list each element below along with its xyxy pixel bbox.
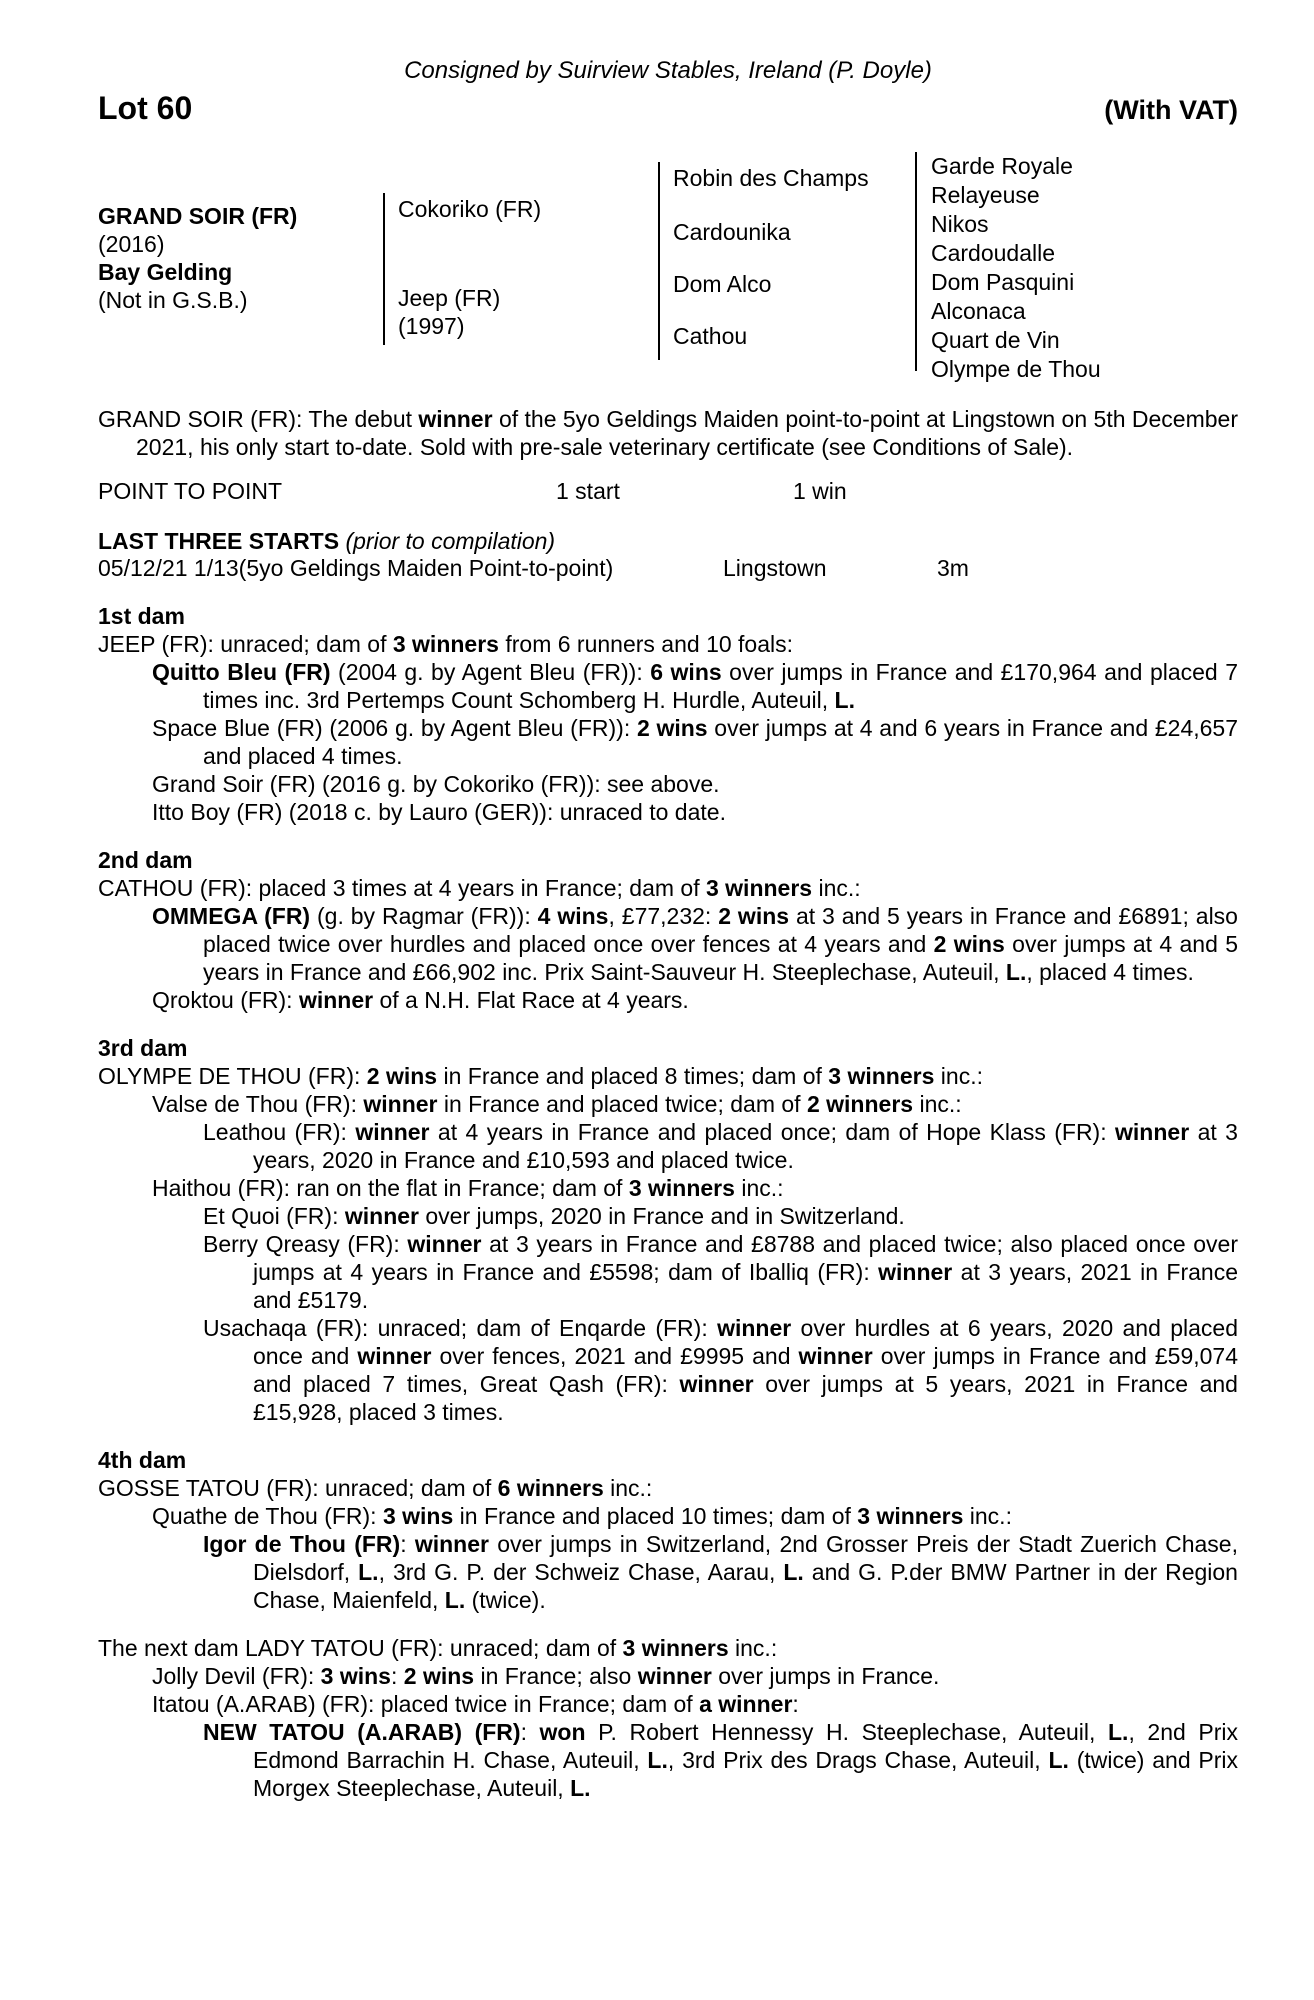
dam-section [98,846,1238,1014]
sire-name: Cokoriko (FR) [398,196,542,222]
subject-line: GRAND SOIR (FR) [98,203,298,229]
great-grandparent-name: Dom Pasquini [931,269,1075,295]
grandparent-name: Cathou [673,323,748,349]
race-row [98,555,1238,582]
subject-line: Bay Gelding [98,259,233,285]
consignor-line: Consigned by Suirview Stables, Ireland (P. Doyle) [404,57,932,84]
grandparent-name: Cardounika [673,219,791,245]
dam-entry [398,284,658,340]
pedigree-paragraph: Jolly Devil (FR): 3 wins: 2 wins in France; also winner over jumps in France. [152,1663,940,1689]
grandparent-name: Robin des Champs [673,165,869,191]
lot-number: Lot 60 [98,90,193,126]
dam-section [98,1034,1238,1426]
pedigree-table [98,151,1238,391]
pedigree-paragraph: Usachaqa (FR): unraced; dam of Enqarde (FR): winner over hurdles at 6 years, 2020 and placed once and winner over fences, 2021 and £9995 and winner over jumps in France and £59,074 and placed 7 times, Great Qash (FR): winner over jumps at 5 years, 2021 in France and £15,928, placed 3 times. [203,1315,1238,1425]
dam-heading: 2nd dam [98,847,193,873]
pedigree-paragraph: Qroktou (FR): winner of a N.H. Flat Race at 4 years. [152,987,689,1013]
dam-section [98,1634,1238,1802]
parents-column [385,151,658,391]
great-grandparent-name: Nikos [931,211,989,237]
record-wins: 1 win [793,478,847,504]
lot-description: GRAND SOIR (FR): The debut winner of the 5yo Geldings Maiden point-to-point at Lingstown on 5th December 2021, his only start to-date. Sold with pre-sale veterinary certificate (see Conditions of Sale). [98,406,1238,460]
pedigree-paragraph: GOSSE TATOU (FR): unraced; dam of 6 winners inc.: [98,1475,653,1501]
subject-column [98,151,383,391]
race-result: 05/12/21 1/13(5yo Geldings Maiden Point-to-point) [98,555,614,581]
pedigree-paragraph: OLYMPE DE THOU (FR): 2 wins in France and placed 8 times; dam of 3 winners inc.: [98,1063,983,1089]
dam-section [98,1446,1238,1614]
great-grandparent-name: Cardoudalle [931,240,1056,266]
last-starts-subtitle: (prior to compilation) [339,528,556,554]
pedigree-paragraph: NEW TATOU (A.ARAB) (FR): won P. Robert Hennessy H. Steeplechase, Auteuil, L., 2nd Prix Edmond Barrachin H. Chase, Auteuil, L., 3rd Prix des Drags Chase, Auteuil, L. (twice) and Prix Morgex Steeplechase, Auteuil, L. [203,1719,1239,1801]
pedigree-paragraph: The next dam LADY TATOU (FR): unraced; dam of 3 winners inc.: [98,1635,778,1661]
race-distance: 3m [937,555,969,581]
pedigree-paragraph: Quathe de Thou (FR): 3 wins in France and placed 10 times; dam of 3 winners inc.: [152,1503,1012,1529]
great-grandparent-name: Quart de Vin [931,327,1060,353]
grandparents-column [660,151,915,391]
subject-line: (Not in G.S.B.) [98,287,248,313]
dam-heading: 1st dam [98,603,185,629]
great-grandparent-name: Garde Royale [931,153,1073,179]
race-course: Lingstown [723,555,827,581]
dam-sections [98,602,1238,1802]
last-starts-heading [98,527,1238,555]
subject-line: (2016) [98,231,165,257]
pedigree-paragraph: JEEP (FR): unraced; dam of 3 winners from 6 runners and 10 foals: [98,631,794,657]
lot-row [98,90,1238,126]
pedigree-paragraph: Itto Boy (FR) (2018 c. by Lauro (GER)): unraced to date. [152,799,726,825]
pedigree-paragraph: Quitto Bleu (FR) (2004 g. by Agent Bleu (FR)): 6 wins over jumps in France and £170,964 and placed 7 times inc. 3rd Pertemps Count Schomberg H. Hurdle, Auteuil, L. [152,659,1239,713]
pedigree-paragraph: Et Quoi (FR): winner over jumps, 2020 in France and in Switzerland. [203,1203,905,1229]
pedigree-paragraph: Igor de Thou (FR): winner over jumps in Switzerland, 2nd Grosser Preis der Stadt Zuerich Chase, Dielsdorf, L., 3rd G. P. der Schweiz Chase, Aarau, L. and G. P.der BMW Partner in der Region Chase, Maienfeld, L. (twice). [203,1531,1238,1613]
dam-name: Jeep (FR) [398,285,501,311]
record-starts: 1 start [556,478,620,504]
great-grandparents-column [917,151,1238,391]
vat-note: (With VAT) [1104,95,1238,125]
last-starts-title: LAST THREE STARTS [98,528,340,554]
pedigree-paragraph: OMMEGA (FR) (g. by Ragmar (FR)): 4 wins, £77,232: 2 wins at 3 and 5 years in France and £6891; also placed twice over hurdles and placed once over fences at 4 years and 2 wins over jumps at 4 and 5 years in France and £66,902 inc. Prix Saint-Sauveur H. Steeplechase, Auteuil, L., placed 4 times. [152,903,1238,985]
pedigree-paragraph: Space Blue (FR) (2006 g. by Agent Bleu (FR)): 2 wins over jumps at 4 and 6 years in France and £24,657 and placed 4 times. [152,715,1239,769]
pedigree-paragraph: Valse de Thou (FR): winner in France and placed twice; dam of 2 winners inc.: [152,1091,962,1117]
grandparent-name: Dom Alco [673,271,772,297]
pedigree-paragraph: CATHOU (FR): placed 3 times at 4 years in France; dam of 3 winners inc.: [98,875,861,901]
dam-year: (1997) [398,313,465,339]
great-grandparent-name: Olympe de Thou [931,356,1101,382]
pedigree-paragraph: Berry Qreasy (FR): winner at 3 years in France and £8788 and placed twice; also placed once over jumps at 4 years in France and £5598; dam of Iballiq (FR): winner at 3 years, 2021 in France and £5179. [203,1231,1238,1313]
pedigree-paragraph: Haithou (FR): ran on the flat in France; dam of 3 winners inc.: [152,1175,784,1201]
dam-heading: 3rd dam [98,1035,188,1061]
pedigree-paragraph: Itatou (A.ARAB) (FR): placed twice in France; dam of a winner: [152,1691,799,1717]
dam-heading: 4th dam [98,1447,187,1473]
record-row [98,477,1238,505]
dam-section [98,602,1238,826]
record-type-label: POINT TO POINT [98,478,283,504]
great-grandparent-name: Relayeuse [931,182,1040,208]
pedigree-paragraph: Leathou (FR): winner at 4 years in France and placed once; dam of Hope Klass (FR): winner at 3 years, 2020 in France and £10,593 and placed twice. [203,1119,1238,1173]
great-grandparent-name: Alconaca [931,298,1026,324]
pedigree-paragraph: Grand Soir (FR) (2016 g. by Cokoriko (FR)): see above. [152,771,720,797]
